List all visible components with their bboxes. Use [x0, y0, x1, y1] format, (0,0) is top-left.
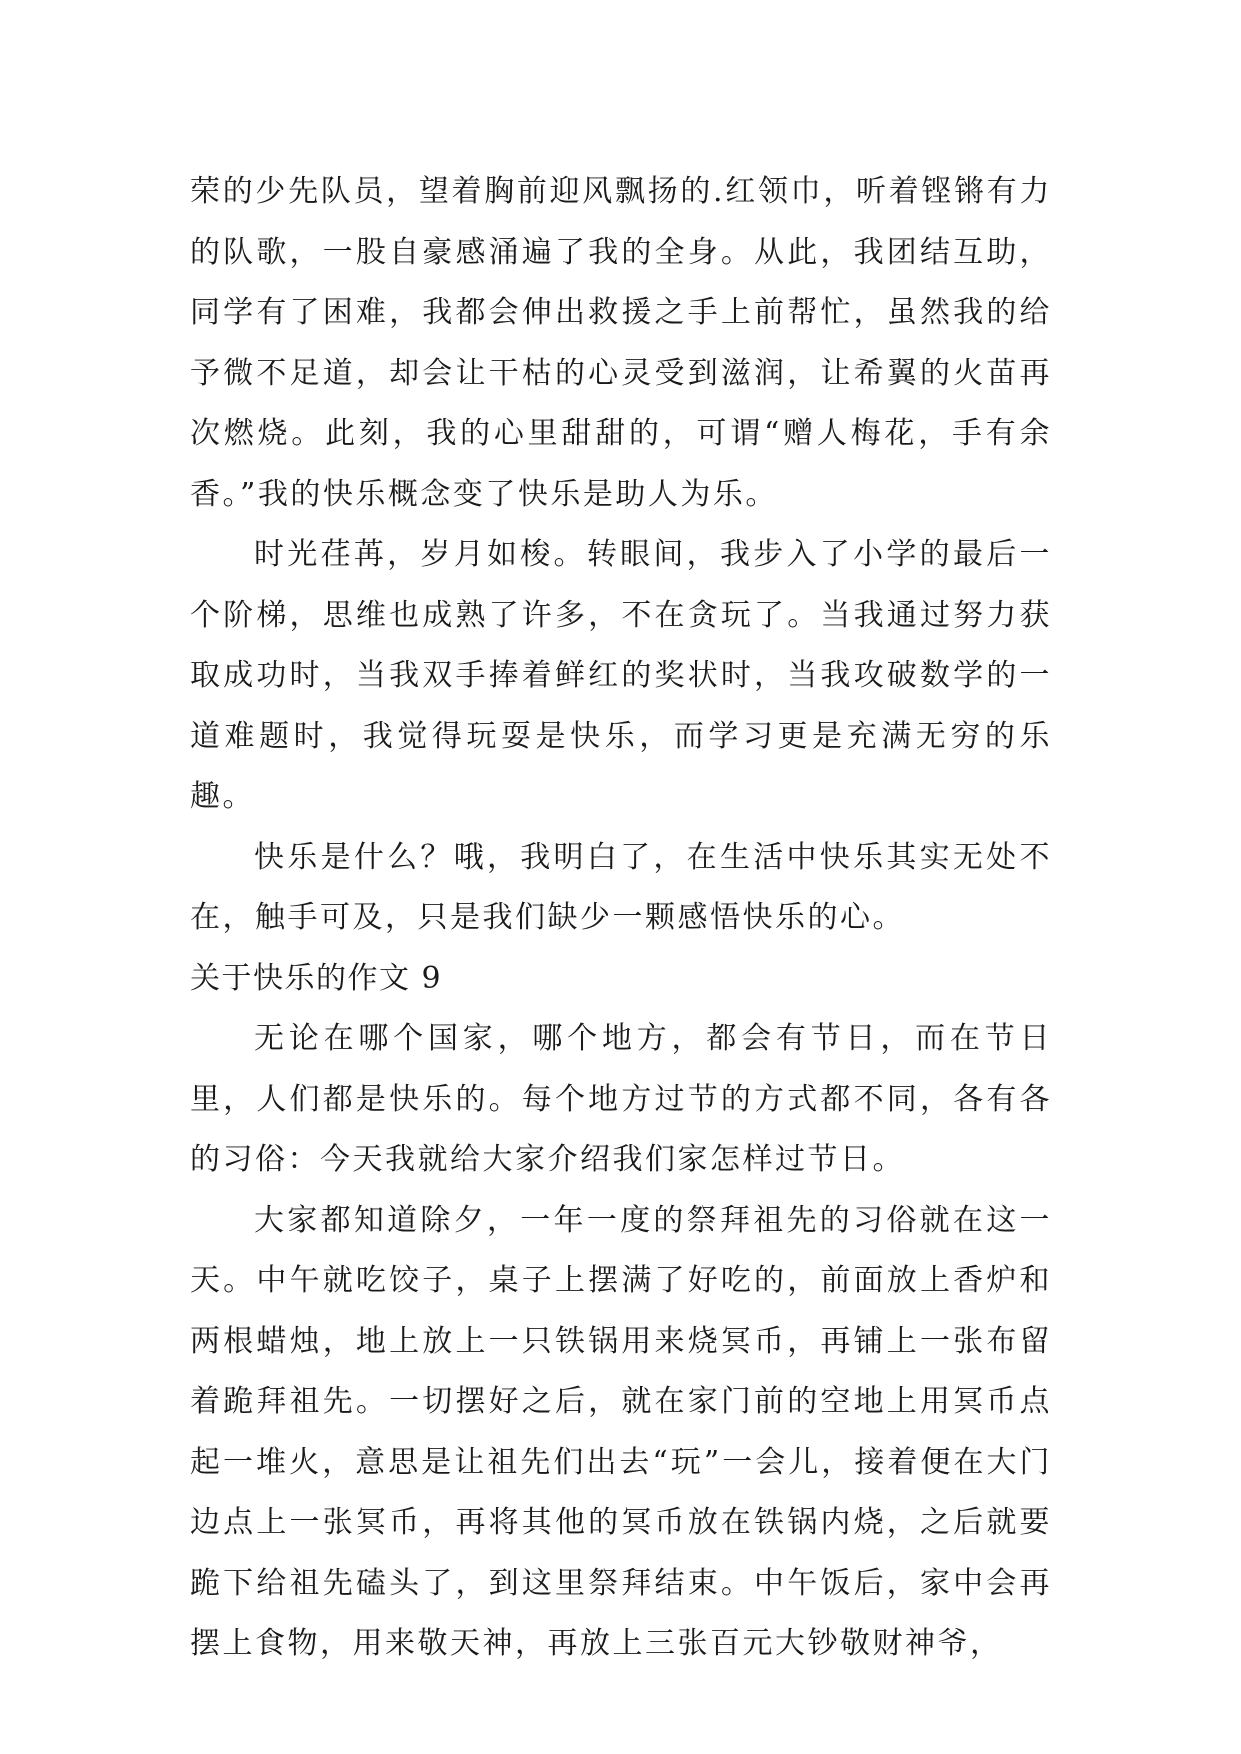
paragraph-4: 无论在哪个国家，哪个地方，都会有节日，而在节日里，人们都是快乐的。每个地方过节的方式都不同，各有各的习俗：今天我就给大家介绍我们家怎样过节日。: [190, 1021, 1052, 1177]
section-heading: 关于快乐的作文 9: [190, 960, 443, 996]
paragraph-1: 荣的少先队员，望着胸前迎风飘扬的.红领巾，听着铿锵有力的队歌，一股自豪感涌遍了我的全身。从此，我团结互助，同学有了困难，我都会伸出救援之手上前帮忙，虽然我的给予微不足道，却会让干枯的心灵受到滋润，让希翼的火苗再次燃烧。此刻，我的心里甜甜的，可谓“赠人梅花，手有余香。”我的快乐概念变了快乐是助人为乐。: [190, 174, 1052, 512]
paragraph-3: 快乐是什么？哦，我明白了，在生活中快乐其实无处不在，触手可及，只是我们缺少一颗感悟快乐的心。: [190, 839, 1052, 935]
paragraph-2: 时光荏苒，岁月如梭。转眼间，我步入了小学的最后一个阶梯，思维也成熟了许多，不在贪玩了。当我通过努力获取成功时，当我双手捧着鲜红的奖状时，当我攻破数学的一道难题时，我觉得玩耍是快乐，而学习更是充满无穷的乐趣。: [190, 537, 1052, 814]
essay-body: [190, 162, 1052, 1675]
paragraph-5: 大家都知道除夕，一年一度的祭拜祖先的习俗就在这一天。中午就吃饺子，桌子上摆满了好吃的，前面放上香炉和两根蜡烛，地上放上一只铁锅用来烧冥币，再铺上一张布留着跪拜祖先。一切摆好之后，就在家门前的空地上用冥币点起一堆火，意思是让祖先们出去“玩”一会儿，接着便在大门边点上一张冥币，再将其他的冥币放在铁锅内烧，之后就要跪下给祖先磕头了，到这里祭拜结束。中午饭后，家中会再摆上食物，用来敬天神，再放上三张百元大钞敬财神爷，: [190, 1202, 1052, 1661]
